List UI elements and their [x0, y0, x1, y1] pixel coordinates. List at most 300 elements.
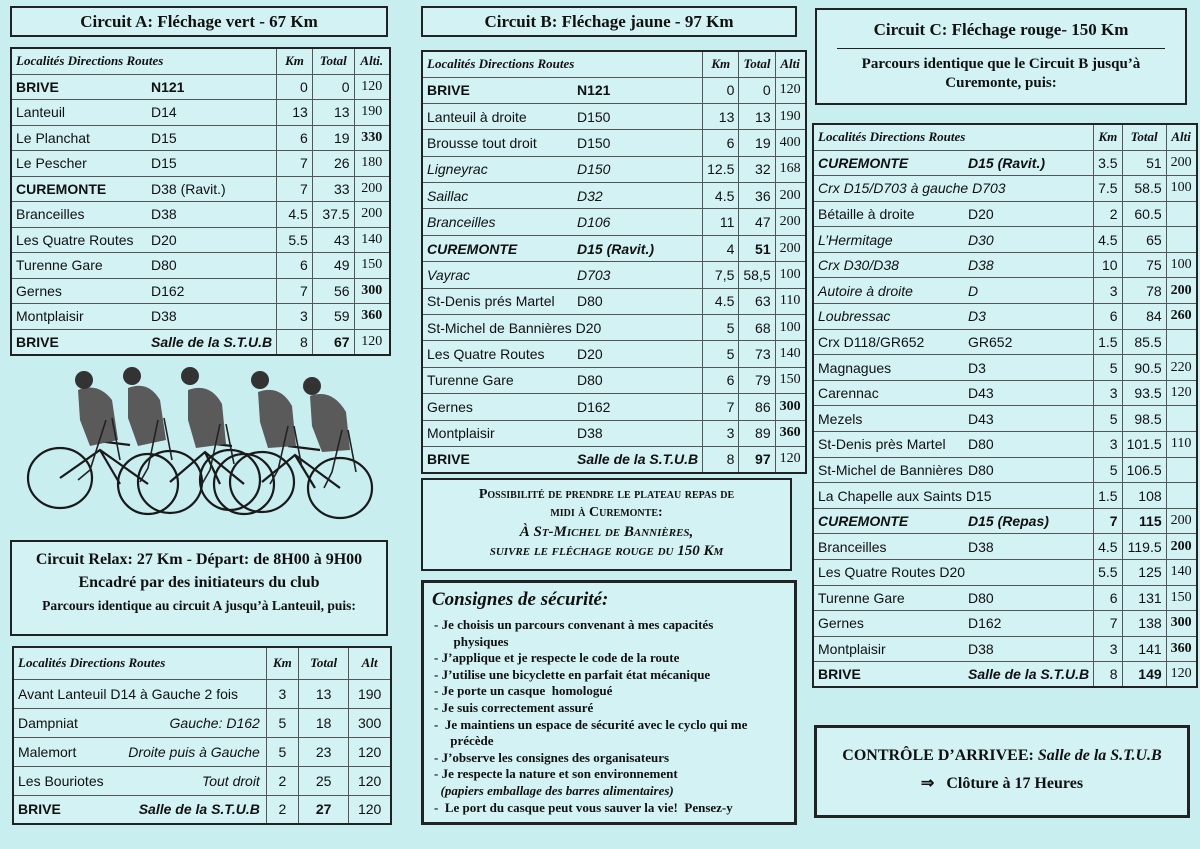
route: D38 (Ravit.) — [151, 180, 226, 197]
col-header: Km — [277, 48, 313, 74]
circuit-a-table — [10, 47, 391, 356]
cell-km: 13 — [277, 100, 313, 126]
col-header: Km — [1094, 124, 1122, 150]
locality: BRIVE — [16, 78, 59, 95]
cell-alt: 300 — [349, 708, 391, 737]
table-row — [11, 329, 390, 355]
cell-locality — [813, 304, 1094, 330]
col-header: Total — [298, 647, 348, 679]
cell-alt: 200 — [354, 176, 390, 202]
locality: Montplaisir — [16, 308, 84, 325]
cell-alt: 400 — [775, 130, 806, 156]
table-row — [11, 202, 390, 228]
relax-panel — [10, 540, 388, 636]
cell-km: 4.5 — [277, 202, 313, 228]
cell-alt: 330 — [354, 125, 390, 151]
cell-total: 67 — [312, 329, 354, 355]
route: Salle de la S.T.U.B — [577, 451, 699, 468]
cell-locality — [13, 766, 266, 795]
cell-alt: 150 — [775, 367, 806, 393]
cell-total: 27 — [298, 795, 348, 824]
locality: Lanteuil à droite — [427, 108, 527, 125]
safety-item: - Je respecte la nature et son environnement — [434, 766, 678, 782]
cell-total: 73 — [739, 341, 775, 367]
locality: Les Quatre Routes — [427, 346, 545, 363]
cell-locality — [813, 176, 1094, 202]
cell-km: 7 — [277, 151, 313, 177]
circuit-a-title: Circuit A: Fléchage vert - 67 Km — [10, 6, 388, 37]
locality: Turenne Gare — [16, 257, 103, 274]
safety-item: - J’applique et je respecte le code de la route — [434, 650, 680, 666]
cell-total: 93.5 — [1122, 380, 1166, 406]
cell-locality — [422, 262, 703, 288]
cell-alt: 120 — [349, 795, 391, 824]
cell-total: 78 — [1122, 278, 1166, 304]
cell-total: 36 — [739, 183, 775, 209]
cell-locality — [13, 708, 266, 737]
cell-alt: 220 — [1166, 355, 1197, 381]
cell-locality — [813, 201, 1094, 227]
col-header: Localités Directions Routes — [813, 124, 1094, 150]
cell-locality — [813, 252, 1094, 278]
cell-locality — [813, 406, 1094, 432]
cell-locality — [11, 253, 277, 279]
cell-km: 2 — [266, 766, 298, 795]
cell-alt — [1166, 201, 1197, 227]
route: D32 — [577, 187, 603, 204]
cell-locality — [422, 288, 703, 314]
cell-locality — [13, 679, 266, 708]
cell-km: 6 — [703, 367, 739, 393]
cell-total: 138 — [1122, 611, 1166, 637]
route: D38 — [968, 538, 994, 555]
cell-km: 2 — [266, 795, 298, 824]
cell-total: 25 — [298, 766, 348, 795]
cell-total: 79 — [739, 367, 775, 393]
cell-locality — [422, 341, 703, 367]
cell-total: 65 — [1122, 227, 1166, 253]
table-row — [422, 183, 806, 209]
cell-locality — [11, 278, 277, 304]
cell-locality — [11, 176, 277, 202]
cell-total: 101.5 — [1122, 432, 1166, 458]
route: D30 — [968, 231, 994, 248]
route: D162 — [577, 398, 611, 415]
locality: Les Bouriotes — [18, 772, 104, 789]
cell-total: 125 — [1122, 560, 1166, 586]
cell-total: 33 — [312, 176, 354, 202]
safety-item: - Le port du casque peut vous sauver la vie! Pensez-y — [434, 799, 733, 815]
cell-alt: 120 — [349, 737, 391, 766]
cell-locality — [813, 329, 1094, 355]
locality: CUREMONTE — [16, 180, 107, 197]
table-row — [13, 737, 391, 766]
locality: Branceilles — [16, 206, 85, 223]
locality: Crx D15/D703 à gauche D703 — [818, 180, 1006, 197]
cell-km: 11 — [703, 209, 739, 235]
locality: La Chapelle aux Saints D15 — [818, 487, 992, 504]
cell-km: 13 — [703, 103, 739, 129]
cell-total: 75 — [1122, 252, 1166, 278]
route: D20 — [577, 346, 603, 363]
meal-note-line: midi à Curemonte: — [550, 505, 663, 520]
route: D15 (Ravit.) — [968, 154, 1046, 171]
locality: Gernes — [16, 282, 62, 299]
route: D — [968, 282, 979, 299]
cell-alt: 100 — [775, 315, 806, 341]
cell-alt: 120 — [354, 329, 390, 355]
direction: Droite puis à Gauche — [128, 743, 260, 760]
route: D38 — [151, 308, 177, 325]
cell-alt: 150 — [1166, 585, 1197, 611]
cell-alt: 120 — [775, 77, 806, 103]
col-header: Localités Directions Routes — [422, 51, 703, 77]
cell-total: 13 — [739, 103, 775, 129]
cell-total: 106.5 — [1122, 457, 1166, 483]
cell-total: 58.5 — [1122, 176, 1166, 202]
cell-locality — [813, 585, 1094, 611]
locality: Lanteuil — [16, 104, 66, 121]
route: D3 — [968, 359, 986, 376]
cell-km: 3.5 — [1094, 150, 1122, 176]
locality: Ligneyrac — [427, 161, 488, 178]
table-row — [422, 235, 806, 261]
cell-km: 6 — [1094, 585, 1122, 611]
cell-alt: 200 — [1166, 534, 1197, 560]
cell-alt: 260 — [1166, 304, 1197, 330]
route: Salle de la S.T.U.B — [151, 333, 273, 350]
cell-km: 1.5 — [1094, 329, 1122, 355]
cell-km: 5.5 — [1094, 560, 1122, 586]
cell-locality — [813, 483, 1094, 509]
locality: Le Planchat — [16, 129, 90, 146]
cell-total: 59 — [312, 304, 354, 330]
table-row — [813, 380, 1197, 406]
table-row — [813, 304, 1197, 330]
table-row — [813, 508, 1197, 534]
cell-km: 8 — [1094, 662, 1122, 688]
cell-total: 108 — [1122, 483, 1166, 509]
route: D14 — [151, 104, 177, 121]
table-row — [422, 315, 806, 341]
cell-locality — [11, 100, 277, 126]
table-row — [422, 341, 806, 367]
cell-km: 6 — [1094, 304, 1122, 330]
cell-alt: 120 — [775, 446, 806, 472]
safety-item: - Je maintiens un espace de sécurité avec le cyclo qui me — [434, 716, 748, 732]
cell-km: 5 — [1094, 406, 1122, 432]
cell-total: 56 — [312, 278, 354, 304]
table-row — [422, 288, 806, 314]
cell-alt: 360 — [1166, 636, 1197, 662]
table-row — [813, 483, 1197, 509]
route: D80 — [968, 461, 994, 478]
cell-km: 3 — [1094, 380, 1122, 406]
cell-locality — [422, 130, 703, 156]
table-row — [813, 406, 1197, 432]
cell-alt: 200 — [1166, 150, 1197, 176]
cell-alt: 200 — [354, 202, 390, 228]
cell-alt — [1166, 329, 1197, 355]
locality: CUREMONTE — [818, 154, 909, 171]
cell-total: 51 — [1122, 150, 1166, 176]
safety-item: (papiers emballage des barres alimentaires) — [434, 782, 674, 798]
cell-km: 6 — [703, 130, 739, 156]
cell-km: 5 — [1094, 355, 1122, 381]
cell-locality — [813, 534, 1094, 560]
locality: BRIVE — [427, 82, 470, 99]
direction: Salle de la S.T.U.B — [138, 801, 260, 818]
cell-km: 4.5 — [703, 183, 739, 209]
cell-locality — [813, 457, 1094, 483]
cell-km: 3 — [703, 420, 739, 446]
table-row — [13, 679, 391, 708]
route: D43 — [968, 410, 994, 427]
col-header: Total — [312, 48, 354, 74]
cell-km: 2 — [1094, 201, 1122, 227]
table-row — [813, 201, 1197, 227]
route: D80 — [151, 257, 177, 274]
cell-km: 7 — [277, 176, 313, 202]
cell-km: 3 — [277, 304, 313, 330]
locality: Bétaille à droite — [818, 205, 915, 222]
cell-locality — [422, 235, 703, 261]
cell-total: 51 — [739, 235, 775, 261]
cell-alt: 200 — [775, 235, 806, 261]
cell-km: 4.5 — [1094, 534, 1122, 560]
cell-total: 58,5 — [739, 262, 775, 288]
locality: St-Denis prés Martel — [427, 293, 555, 310]
meal-note-line: Possibilité de prendre le plateau repas de — [478, 487, 735, 502]
locality: CUREMONTE — [818, 513, 909, 530]
cell-alt — [1166, 227, 1197, 253]
cell-total: 19 — [739, 130, 775, 156]
safety-item: physiques — [434, 633, 509, 649]
route: D20 — [968, 205, 994, 222]
cell-km: 4 — [703, 235, 739, 261]
route: D38 — [968, 641, 994, 658]
table-row — [11, 151, 390, 177]
cell-alt: 140 — [1166, 560, 1197, 586]
cell-total: 86 — [739, 394, 775, 420]
table-row — [813, 560, 1197, 586]
cell-locality — [11, 329, 277, 355]
cell-km: 7.5 — [1094, 176, 1122, 202]
cell-km: 4.5 — [703, 288, 739, 314]
cell-alt: 100 — [1166, 252, 1197, 278]
locality: Branceilles — [818, 538, 887, 555]
cell-total: 149 — [1122, 662, 1166, 688]
cell-total: 63 — [739, 288, 775, 314]
cell-total: 68 — [739, 315, 775, 341]
col-header: Km — [703, 51, 739, 77]
table-row — [813, 432, 1197, 458]
route: D150 — [577, 161, 611, 178]
cell-alt: 200 — [775, 209, 806, 235]
cell-km: 7 — [277, 278, 313, 304]
circuit-b-table — [421, 50, 807, 474]
cell-km: 8 — [703, 446, 739, 472]
cell-locality — [813, 150, 1094, 176]
cell-alt: 360 — [354, 304, 390, 330]
cell-total: 26 — [312, 151, 354, 177]
table-row — [422, 156, 806, 182]
locality: Le Pescher — [16, 155, 87, 172]
safety-item: précède — [434, 733, 494, 749]
route: D15 (Repas) — [968, 513, 1049, 530]
locality: Loubressac — [818, 308, 891, 325]
locality: Saillac — [427, 187, 469, 204]
locality: BRIVE — [818, 666, 861, 683]
meal-note-line: À St-Michel de Bannières, — [519, 524, 694, 540]
cell-total: 13 — [298, 679, 348, 708]
route: D80 — [577, 293, 603, 310]
route: D150 — [577, 134, 611, 151]
table-row — [813, 457, 1197, 483]
cell-locality — [11, 74, 277, 100]
route: GR652 — [968, 333, 1013, 350]
col-header: Localités Directions Routes — [11, 48, 277, 74]
locality: St-Michel de Bannières D20 — [427, 319, 602, 336]
cell-total: 115 — [1122, 508, 1166, 534]
locality: Autoire à droite — [818, 282, 913, 299]
cell-km: 3 — [266, 679, 298, 708]
locality: CUREMONTE — [427, 240, 518, 257]
locality: Les Quatre Routes D20 — [818, 564, 966, 581]
cell-total: 49 — [312, 253, 354, 279]
table-row — [813, 278, 1197, 304]
cell-locality — [422, 367, 703, 393]
route: D150 — [577, 108, 611, 125]
col-header: Total — [1122, 124, 1166, 150]
cell-locality — [813, 508, 1094, 534]
cell-alt: 168 — [775, 156, 806, 182]
circuit-c-table — [812, 123, 1198, 688]
cell-alt: 110 — [1166, 432, 1197, 458]
table-row — [813, 662, 1197, 688]
circuit-b-title: Circuit B: Fléchage jaune - 97 Km — [421, 6, 797, 37]
table-row — [11, 227, 390, 253]
cell-locality — [813, 227, 1094, 253]
locality: BRIVE — [427, 451, 470, 468]
cell-alt — [1166, 457, 1197, 483]
safety-item: - J’utilise une bicyclette en parfait état mécanique — [434, 666, 711, 682]
locality: BRIVE — [16, 333, 59, 350]
cell-km: 6 — [277, 253, 313, 279]
cell-alt — [1166, 483, 1197, 509]
route: D15 — [151, 155, 177, 172]
locality: Dampniat — [18, 714, 78, 731]
table-row — [11, 74, 390, 100]
locality: Vayrac — [427, 266, 471, 283]
cell-alt: 190 — [775, 103, 806, 129]
table-row — [813, 585, 1197, 611]
table-row — [813, 355, 1197, 381]
route: D15 — [151, 129, 177, 146]
cell-locality — [813, 560, 1094, 586]
locality: Magnagues — [818, 359, 892, 376]
route: D43 — [968, 385, 994, 402]
locality: Gernes — [427, 398, 473, 415]
locality: Crx D118/GR652 — [818, 333, 925, 350]
table-row — [813, 329, 1197, 355]
cell-locality — [422, 420, 703, 446]
cell-km: 4.5 — [1094, 227, 1122, 253]
cell-total: 18 — [298, 708, 348, 737]
cell-locality — [422, 156, 703, 182]
meal-note — [421, 478, 792, 571]
arrow-icon: ⇒ — [920, 775, 935, 792]
cell-km: 0 — [277, 74, 313, 100]
route: N121 — [577, 82, 611, 99]
cell-alt: 190 — [349, 679, 391, 708]
table-row — [422, 446, 806, 472]
cell-total: 47 — [739, 209, 775, 235]
cell-total: 0 — [312, 74, 354, 100]
cell-locality — [422, 183, 703, 209]
table-row — [813, 227, 1197, 253]
safety-item: - Je choisis un parcours convenant à mes capacités — [434, 617, 714, 632]
cell-total: 60.5 — [1122, 201, 1166, 227]
cell-km: 7,5 — [703, 262, 739, 288]
cell-total: 43 — [312, 227, 354, 253]
col-header: Alti. — [354, 48, 390, 74]
cell-km: 3 — [1094, 278, 1122, 304]
route: D80 — [577, 372, 603, 389]
route: D703 — [577, 266, 611, 283]
cell-km: 7 — [1094, 508, 1122, 534]
cell-total: 98.5 — [1122, 406, 1166, 432]
direction: Gauche: D162 — [169, 714, 260, 731]
cell-alt: 120 — [349, 766, 391, 795]
cell-km: 0 — [703, 77, 739, 103]
route: D162 — [968, 615, 1002, 632]
locality: Gernes — [818, 615, 864, 632]
table-row — [13, 708, 391, 737]
cell-total: 119.5 — [1122, 534, 1166, 560]
arrival-panel — [814, 725, 1190, 818]
locality: Branceilles — [427, 214, 496, 231]
cell-locality — [813, 278, 1094, 304]
safety-list — [434, 617, 794, 816]
direction: Tout droit — [201, 772, 260, 789]
cell-locality — [422, 103, 703, 129]
cell-alt: 150 — [354, 253, 390, 279]
circuit-c-title: Circuit C: Fléchage rouge- 150 Km — [873, 20, 1129, 39]
locality: Malemort — [18, 743, 77, 760]
cell-km: 7 — [703, 394, 739, 420]
cell-alt: 100 — [1166, 176, 1197, 202]
table-row — [813, 611, 1197, 637]
cell-km: 5.5 — [277, 227, 313, 253]
cell-locality — [11, 202, 277, 228]
arrival-place: Salle de la S.T.U.B — [1037, 747, 1162, 764]
cell-locality — [813, 380, 1094, 406]
cell-alt: 300 — [775, 394, 806, 420]
cell-locality — [813, 355, 1094, 381]
cell-km: 1.5 — [1094, 483, 1122, 509]
table-row — [422, 209, 806, 235]
col-header: Km — [266, 647, 298, 679]
locality: Montplaisir — [818, 641, 886, 658]
route: D15 (Ravit.) — [577, 240, 655, 257]
route: D38 — [577, 425, 603, 442]
locality: BRIVE — [18, 801, 61, 818]
relax-table — [12, 646, 392, 825]
cell-alt: 100 — [775, 262, 806, 288]
table-row — [813, 534, 1197, 560]
locality: Mezels — [818, 410, 863, 427]
